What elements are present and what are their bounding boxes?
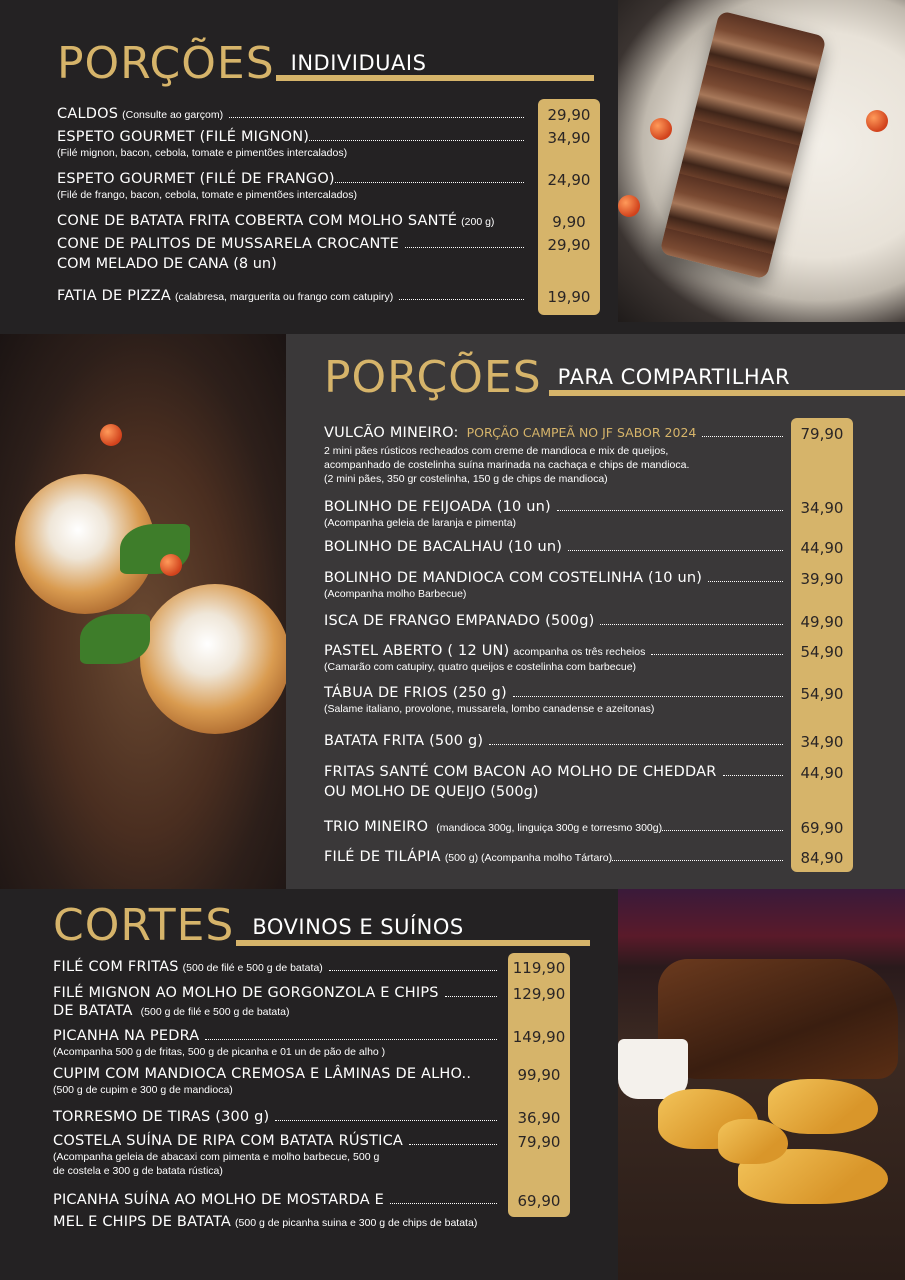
menu-item	[324, 570, 789, 601]
item-name: ESPETO GOURMET (FILÉ DE FRANGO)	[57, 171, 335, 187]
ramekin	[618, 1039, 688, 1099]
menu-item	[57, 236, 530, 272]
skewer-meat-shape	[659, 10, 826, 279]
price: 34,90	[800, 499, 844, 517]
item-name: CONE DE PALITOS DE MUSSARELA CROCANTE	[57, 236, 400, 252]
leader-dots	[489, 744, 783, 745]
leader-dots	[205, 1039, 497, 1040]
bread-bowl	[140, 584, 286, 734]
price: 129,90	[512, 985, 566, 1003]
tomato-garnish	[650, 118, 672, 140]
item-name: CONE DE BATATA FRITA COBERTA COM MOLHO SANTÉ	[57, 213, 458, 229]
menu-item	[53, 1066, 503, 1097]
price: 119,90	[512, 959, 566, 977]
menu-item	[324, 539, 789, 555]
leader-dots	[409, 1144, 497, 1145]
menu-item	[324, 819, 789, 835]
item-name: CALDOS	[57, 106, 119, 122]
price: 44,90	[800, 539, 844, 557]
menu-item	[324, 764, 789, 800]
tomato-garnish	[618, 195, 640, 217]
leader-dots	[600, 624, 783, 625]
leader-dots	[335, 182, 524, 183]
leader-dots	[405, 247, 524, 248]
potato-wedge	[768, 1079, 878, 1134]
leader-dots	[723, 775, 784, 776]
item-note: (mandioca 300g, linguiça 300g e torresmo 300g)	[436, 822, 663, 834]
item-name: BOLINHO DE FEIJOADA (10 un)	[324, 499, 551, 515]
item-name: BOLINHO DE BACALHAU (10 un)	[324, 539, 563, 555]
section1-subtitle: INDIVIDUAIS	[290, 51, 427, 75]
menu-item	[57, 288, 530, 304]
skewer-photo	[618, 0, 905, 322]
item-name: BOLINHO DE MANDIOCA COM COSTELINHA (10 un)	[324, 570, 703, 586]
leader-dots	[568, 550, 783, 551]
menu-item	[53, 1028, 503, 1059]
section2-divider	[549, 390, 905, 396]
price: 19,90	[547, 288, 591, 306]
item-name: FILÉ MIGNON AO MOLHO DE GORGONZOLA E CHIPS	[53, 985, 439, 1001]
item-desc: (Salame italiano, provolone, mussarela, lombo canadense e azeitonas)	[324, 703, 655, 715]
item-note: (calabresa, marguerita ou frango com catupiry)	[175, 291, 394, 303]
price: 39,90	[800, 570, 844, 588]
price: 24,90	[547, 171, 591, 189]
item-desc: (Acompanha 500 g de fritas, 500 g de picanha e 01 un de pão de alho )	[53, 1046, 386, 1058]
item-note: (Consulte ao garçom)	[122, 109, 224, 121]
section1-divider	[276, 75, 594, 81]
item-name: COSTELA SUÍNA DE RIPA COM BATATA RÚSTICA	[53, 1133, 404, 1149]
price: 29,90	[547, 106, 591, 124]
leader-dots	[702, 436, 783, 437]
price: 69,90	[517, 1192, 561, 1210]
leader-dots	[399, 299, 524, 300]
menu-item	[53, 959, 503, 975]
section2-subtitle: PARA COMPARTILHAR	[557, 365, 791, 389]
item-desc: 2 mini pães rústicos recheados com creme de mandioca e mix de queijos,	[324, 445, 669, 457]
price: 54,90	[800, 643, 844, 661]
section1-items	[57, 106, 530, 316]
item-name: TORRESMO DE TIRAS (300 g)	[53, 1109, 270, 1125]
price: 79,90	[800, 425, 844, 443]
item-note: (500 g de picanha suina e 300 g de chips de batata)	[235, 1217, 478, 1229]
item-name: ISCA DE FRANGO EMPANADO (500g)	[324, 613, 595, 629]
leader-dots	[229, 117, 524, 118]
leader-dots	[309, 140, 524, 141]
price: 54,90	[800, 685, 844, 703]
menu-item	[57, 171, 530, 202]
leader-dots	[662, 830, 783, 831]
menu-item	[53, 1109, 503, 1125]
menu-item	[53, 985, 503, 1019]
leader-dots	[557, 510, 783, 511]
section1-title: PORÇÕES	[57, 38, 275, 89]
item-name: BATATA FRITA (500 g)	[324, 733, 484, 749]
item-name: PICANHA SUÍNA AO MOLHO DE MOSTARDA E	[53, 1192, 385, 1208]
item-desc: (Acompanha molho Barbecue)	[324, 588, 467, 600]
vulcao-mineiro-photo	[0, 334, 286, 889]
menu-item	[57, 129, 530, 160]
section1-price-column	[538, 99, 600, 315]
menu-item	[53, 1133, 503, 1178]
item-name: FATIA DE PIZZA	[57, 288, 172, 304]
price: 36,90	[517, 1109, 561, 1127]
potato-wedge	[718, 1119, 788, 1164]
price: 69,90	[800, 819, 844, 837]
item-desc: (Acompanha geleia de abacaxi com pimenta e molho barbecue, 500 g	[53, 1151, 380, 1163]
item-name: VULCÃO MINEIRO:	[324, 425, 459, 441]
item-note: (200 g)	[461, 216, 495, 228]
item-note: (500 de filé e 500 g de batata)	[182, 962, 323, 974]
item-desc: (2 mini pães, 350 gr costelinha, 150 g de chips de mandioca)	[324, 473, 608, 486]
section3-price-column	[508, 953, 570, 1217]
menu-item	[324, 733, 789, 749]
item-note: (500 g) (Acompanha molho Tártaro)	[444, 852, 613, 864]
menu-item	[324, 613, 789, 629]
item-desc: (Camarão com catupiry, quatro queijos e costelinha com barbecue)	[324, 661, 637, 673]
leader-dots	[513, 696, 783, 697]
tomato-garnish	[866, 110, 888, 132]
herb-garnish	[80, 614, 150, 664]
item-note: (500 g de filé e 500 g de batata)	[140, 1006, 290, 1018]
section3-title: CORTES	[53, 900, 235, 951]
menu-item	[324, 685, 789, 716]
leader-dots	[651, 654, 783, 655]
section3-divider	[236, 940, 590, 946]
price: 149,90	[512, 1028, 566, 1046]
leader-dots	[275, 1120, 497, 1121]
item-desc: (Filé mignon, bacon, cebola, tomate e pimentões intercalados)	[57, 147, 348, 159]
section2-items	[324, 425, 789, 870]
item-name-line2: OU MOLHO DE QUEIJO (500g)	[324, 784, 539, 800]
price: 49,90	[800, 613, 844, 631]
menu-item	[324, 499, 789, 530]
item-highlight: PORÇÃO CAMPEÃ NO JF SABOR 2024	[466, 425, 697, 440]
tomato-garnish	[100, 424, 122, 446]
item-desc: (Acompanha geleia de laranja e pimenta)	[324, 517, 517, 529]
price: 44,90	[800, 764, 844, 782]
menu-item	[57, 213, 530, 229]
section3-items	[53, 959, 503, 1239]
price: 29,90	[547, 236, 591, 254]
menu-item	[53, 1192, 503, 1230]
price: 79,90	[517, 1133, 561, 1151]
item-desc: (500 g de cupim e 300 g de mandioca)	[53, 1084, 233, 1096]
price: 84,90	[800, 849, 844, 867]
section3-subtitle: BOVINOS E SUÍNOS	[252, 915, 464, 939]
item-name: FRITAS SANTÉ COM BACON AO MOLHO DE CHEDDAR	[324, 764, 717, 780]
item-name: TÁBUA DE FRIOS (250 g)	[324, 685, 507, 701]
leader-dots	[708, 581, 783, 582]
menu-item	[324, 425, 789, 487]
steak-photo	[618, 889, 905, 1280]
leader-dots	[329, 970, 497, 971]
item-name: PICANHA NA PEDRA	[53, 1028, 200, 1044]
tomato-garnish	[160, 554, 182, 576]
menu-item	[324, 643, 789, 674]
item-desc: (Filé de frango, bacon, cebola, tomate e pimentões intercalados)	[57, 189, 358, 201]
item-name: FILÉ COM FRITAS	[53, 959, 179, 975]
item-name: FILÉ DE TILÁPIA	[324, 849, 441, 865]
leader-dots	[612, 860, 783, 861]
menu-item	[324, 849, 789, 865]
item-name: CUPIM COM MANDIOCA CREMOSA E LÂMINAS DE ALHO..	[53, 1066, 472, 1082]
leader-dots	[445, 996, 497, 997]
item-desc: de costela e 300 g de batata rústica)	[53, 1165, 223, 1178]
price: 34,90	[547, 129, 591, 147]
section2-title: PORÇÕES	[324, 352, 542, 403]
item-name-line2: DE BATATA	[53, 1003, 133, 1019]
menu-item	[57, 106, 530, 122]
price: 9,90	[552, 213, 586, 231]
price: 99,90	[517, 1066, 561, 1084]
leader-dots	[390, 1203, 497, 1204]
item-name-line2: COM MELADO DE CANA (8 un)	[57, 256, 277, 272]
section2-price-column	[791, 418, 853, 872]
item-name-line2: MEL E CHIPS DE BATATA	[53, 1214, 232, 1230]
price: 34,90	[800, 733, 844, 751]
item-desc: acompanhado de costelinha suína marinada na cachaça e chips de mandioca.	[324, 459, 690, 472]
steak-shape	[658, 959, 898, 1079]
item-name: ESPETO GOURMET (FILÉ MIGNON)	[57, 129, 310, 145]
item-note: acompanha os três recheios	[513, 646, 646, 658]
item-name: PASTEL ABERTO ( 12 UN)	[324, 643, 510, 659]
item-name: TRIO MINEIRO	[324, 819, 429, 835]
